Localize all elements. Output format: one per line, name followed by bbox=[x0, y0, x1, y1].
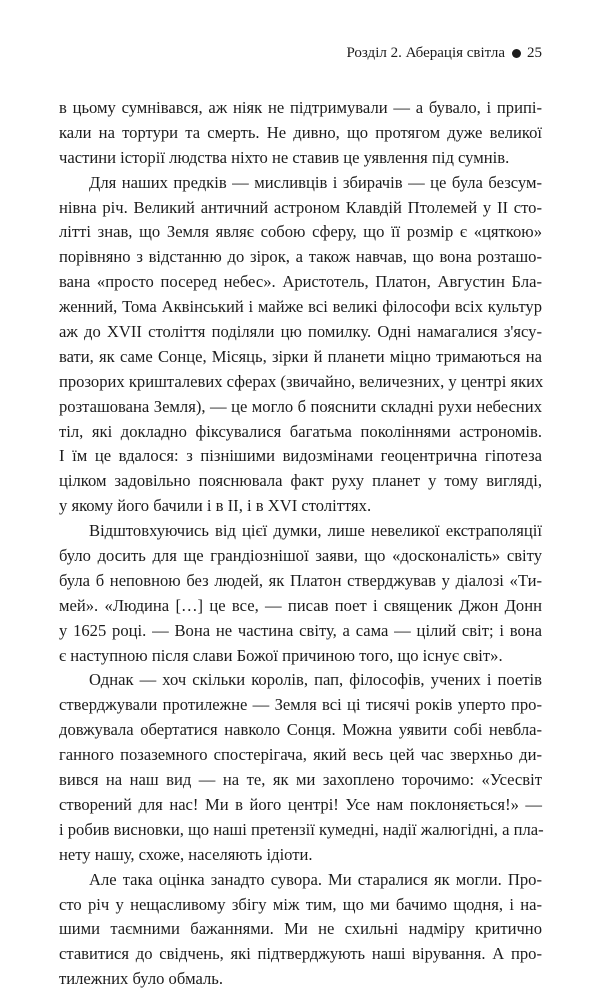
text-line: була б неповною без людей, як Платон стверджував у діалозі «Ти- bbox=[59, 570, 542, 590]
text-line: вився на наш вид — на те, як ми захоплено торочимо: «Усесвіт bbox=[59, 770, 542, 790]
text-line: Відштовхуючись від цієї думки, лише невеликої екстраполяції bbox=[89, 521, 542, 541]
body-text bbox=[59, 96, 542, 992]
text-line: довжувала обертатися навколо Сонця. Можна уявити собі невбла- bbox=[59, 720, 542, 740]
text-line: тіл, які докладно фіксувалися багатьма поколіннями астрономів. bbox=[59, 421, 542, 441]
text-line: шими таємними бажаннями. Ми не схильні надміру критично bbox=[59, 919, 542, 939]
text-line: стверджували протилежне — Земля всі ці тисячі років уперто про- bbox=[59, 695, 542, 715]
text-line: Але така оцінка занадто сувора. Ми старалися як могли. Про- bbox=[89, 869, 542, 889]
text-line: створений для нас! Ми в його центрі! Усе нам поклоняється!» — bbox=[59, 794, 542, 814]
text-line: частини історії людства ніхто не ставив це уявлення під сумнів. bbox=[59, 147, 510, 167]
page-number: 25 bbox=[527, 45, 542, 61]
text-line: цілком задовільно пояснювала факт руху планет у тому вигляді, bbox=[59, 471, 542, 491]
paragraph bbox=[59, 868, 542, 992]
running-header bbox=[346, 44, 542, 62]
text-line: було досить для ще грандіознішої заяви, що «досконалість» світу bbox=[59, 546, 542, 566]
text-line: вати, як саме Сонце, Місяць, зірки й планети міцно тримаються на bbox=[59, 346, 542, 366]
text-line: тилежних було обмаль. bbox=[59, 969, 224, 989]
text-line: літті знав, що Земля являє собою сферу, що її розмір є «цяткою» bbox=[59, 222, 542, 242]
text-line: порівняно з відстанню до зірок, а також навчав, що вона розташо- bbox=[59, 247, 542, 267]
paragraph bbox=[59, 171, 542, 519]
text-line: ставитися до свідчень, які підтверджують наші вірування. А про- bbox=[59, 944, 542, 964]
text-line: в цьому сумнівався, аж ніяк не підтримували — а бувало, і припі- bbox=[59, 98, 542, 117]
text-line: І їм це вдалося: з пізнішими видозмінами геоцентрична гіпотеза bbox=[59, 446, 542, 466]
bullet-separator bbox=[512, 49, 521, 58]
paragraph bbox=[59, 519, 542, 668]
text-line: вана «просто посеред небес». Аристотель, Платон, Августин Бла- bbox=[59, 272, 542, 292]
text-line: у якому його бачили і в II, і в XVI століттях. bbox=[59, 496, 372, 516]
text-line: женний, Тома Аквінський і майже всі великі філософи всіх культур bbox=[59, 297, 542, 317]
chapter-title: Розділ 2. Аберація світла bbox=[346, 45, 505, 61]
paragraph bbox=[59, 96, 542, 171]
text-line: аж до XVII століття поділяли цю помилку. Одні намагалися з'ясу- bbox=[59, 322, 542, 342]
text-line: нету нашу, схоже, населяють ідіоти. bbox=[59, 844, 313, 864]
paragraph bbox=[59, 668, 542, 867]
text-line: у 1625 році. — Вона не частина світу, а сама — цілий світ; і вона bbox=[59, 620, 542, 640]
text-line: Для наших предків — мисливців і збирачів — це була безсум- bbox=[89, 172, 542, 192]
text-line: є наступною після слави Божої причиною того, що існує світ». bbox=[59, 645, 503, 665]
text-line: кали на тортури та смерть. Не дивно, що протягом дуже великої bbox=[59, 122, 542, 142]
text-line: і робив висновки, що наші претензії кумедні, надії жалюгідні, а пла- bbox=[59, 819, 544, 839]
text-line: сто річ у нещасливому збігу між тим, що ми бачимо щодня, і на- bbox=[59, 894, 542, 914]
text-line: нівна річ. Великий античний астроном Клавдій Птолемей у II сто- bbox=[59, 197, 542, 217]
text-line: Однак — хоч скільки королів, пап, філософів, учених і поетів bbox=[89, 670, 542, 690]
text-line: прозорих кришталевих сферах (звичайно, величезних, у центрі яких bbox=[59, 371, 544, 391]
text-line: ганного позаземного спостерігача, який весь цей час зверхньо ди- bbox=[59, 745, 542, 765]
text-line: розташована Земля), — це могло б пояснити складні рухи небесних bbox=[59, 396, 542, 416]
text-line: мей». «Людина […] це все, — писав поет і священик Джон Донн bbox=[59, 595, 542, 615]
